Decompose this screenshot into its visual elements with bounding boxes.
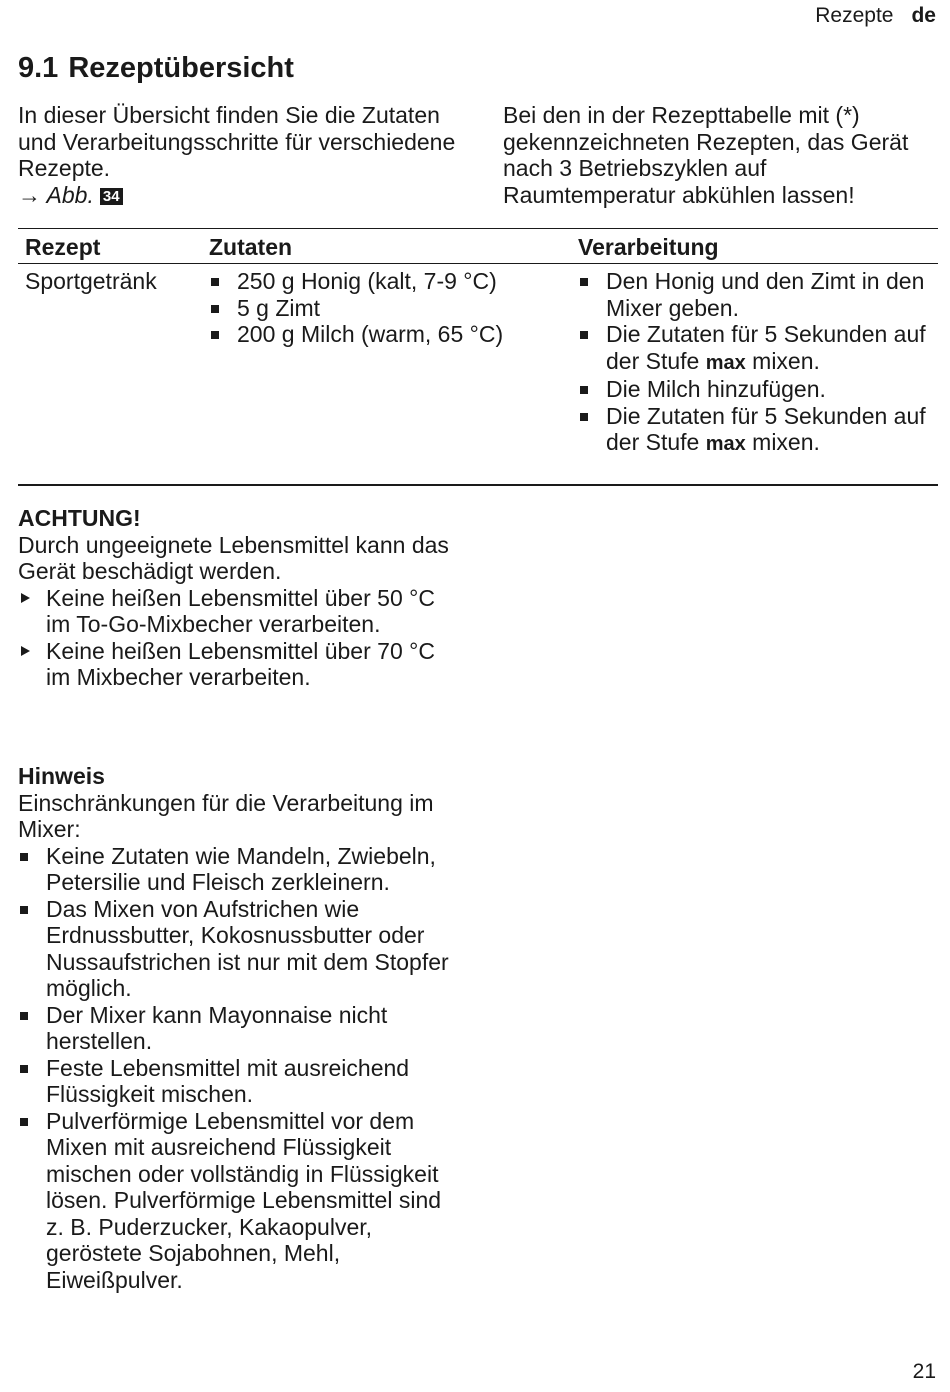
figure-ref-label: Abb. — [46, 181, 94, 208]
intro-right-text: Bei den in der Rezepttabelle mit (*) gekennzeichneten Rezepten, das Gerät nach 3 Betriebszyklen auf Raumtemperatur abkühlen lassen! — [503, 102, 909, 208]
warning-text: Durch ungeeignete Lebensmittel kann das Gerät beschädigt werden. — [18, 531, 449, 584]
intro-left-text: In dieser Übersicht finden Sie die Zutaten und Verarbeitungsschritte für verschiedene Rezepte. — [18, 102, 456, 181]
list-item: Keine heißen Lebensmittel über 50 °C im To-Go-Mixbecher verarbeiten. — [18, 585, 458, 638]
list-item: Keine heißen Lebensmittel über 70 °C im Mixbecher verarbeiten. — [18, 638, 458, 691]
note-text: Einschränkungen für die Verarbeitung im Mixer: — [18, 789, 434, 842]
list-item: Das Mixen von Aufstrichen wie Erdnussbutter, Kokosnussbutter oder Nussaufstrichen ist nur mit dem Stopfer möglich. — [18, 896, 458, 1002]
table-top-rule — [18, 228, 938, 229]
list-item: Der Mixer kann Mayonnaise nicht herstellen. — [18, 1002, 458, 1055]
warning-block — [18, 505, 458, 691]
note-block — [18, 763, 458, 1293]
list-item — [578, 403, 928, 458]
intro-right — [503, 102, 933, 208]
list-item: Keine Zutaten wie Mandeln, Zwiebeln, Petersilie und Fleisch zerkleinern. — [18, 843, 458, 896]
list-item: Pulverförmige Lebensmittel vor dem Mixen mit ausreichend Flüssigkeit mischen oder vollständig in Flüssigkeit lösen. Pulverförmige Lebensmittel sind z. B. Puderzucker, Kakaopulver, geröstete Sojabohnen, Mehl, Eiweißpulver. — [18, 1108, 458, 1294]
table-cell-recipe: Sportgetränk — [25, 268, 157, 294]
list-item: 200 g Milch (warm, 65 °C) — [209, 321, 569, 348]
figure-number-badge: 34 — [100, 188, 123, 205]
running-header — [815, 4, 936, 28]
arrow-icon: → — [18, 181, 41, 208]
ingredient-list — [209, 268, 569, 348]
list-item: 5 g Zimt — [209, 295, 569, 322]
list-item — [578, 321, 928, 376]
table-cell-processing — [578, 268, 928, 458]
intro-left — [18, 102, 468, 208]
table-header-recipe: Rezept — [25, 234, 101, 260]
table-header-processing: Verarbeitung — [578, 234, 719, 260]
page-title — [18, 52, 294, 85]
figure-reference — [18, 182, 468, 209]
processing-steps — [578, 268, 928, 458]
speed-keyword: max — [705, 351, 746, 374]
table-cell-ingredients — [209, 268, 569, 348]
page-number: 21 — [912, 1360, 936, 1383]
list-item: Feste Lebensmittel mit ausreichend Flüssigkeit mischen. — [18, 1055, 458, 1108]
speed-keyword: max — [705, 433, 746, 455]
section-title: Rezeptübersicht — [68, 52, 294, 84]
note-title: Hinweis — [18, 763, 105, 789]
warning-list — [18, 585, 458, 691]
step-text: mixen. — [752, 429, 820, 455]
list-item: 250 g Honig (kalt, 7-9 °C) — [209, 268, 569, 295]
table-header-rule — [18, 263, 938, 264]
step-text: Die Milch hinzufügen. — [606, 376, 826, 402]
language-code: de — [911, 4, 936, 27]
step-text: Den Honig und den Zimt in den Mixer geben. — [606, 268, 925, 321]
note-list — [18, 843, 458, 1294]
list-item — [578, 268, 928, 321]
section-name: Rezepte — [815, 4, 894, 27]
step-text: Die Zutaten für 5 Sekunden auf der Stufe — [606, 402, 926, 455]
section-number: 9.1 — [18, 52, 59, 84]
table-header-ingredients: Zutaten — [209, 234, 293, 260]
step-text: Die Zutaten für 5 Sekunden auf der Stufe — [606, 321, 926, 374]
step-text: mixen. — [752, 347, 820, 374]
warning-title: ACHTUNG! — [18, 505, 141, 531]
list-item — [578, 376, 928, 403]
table-bottom-rule — [18, 484, 938, 486]
